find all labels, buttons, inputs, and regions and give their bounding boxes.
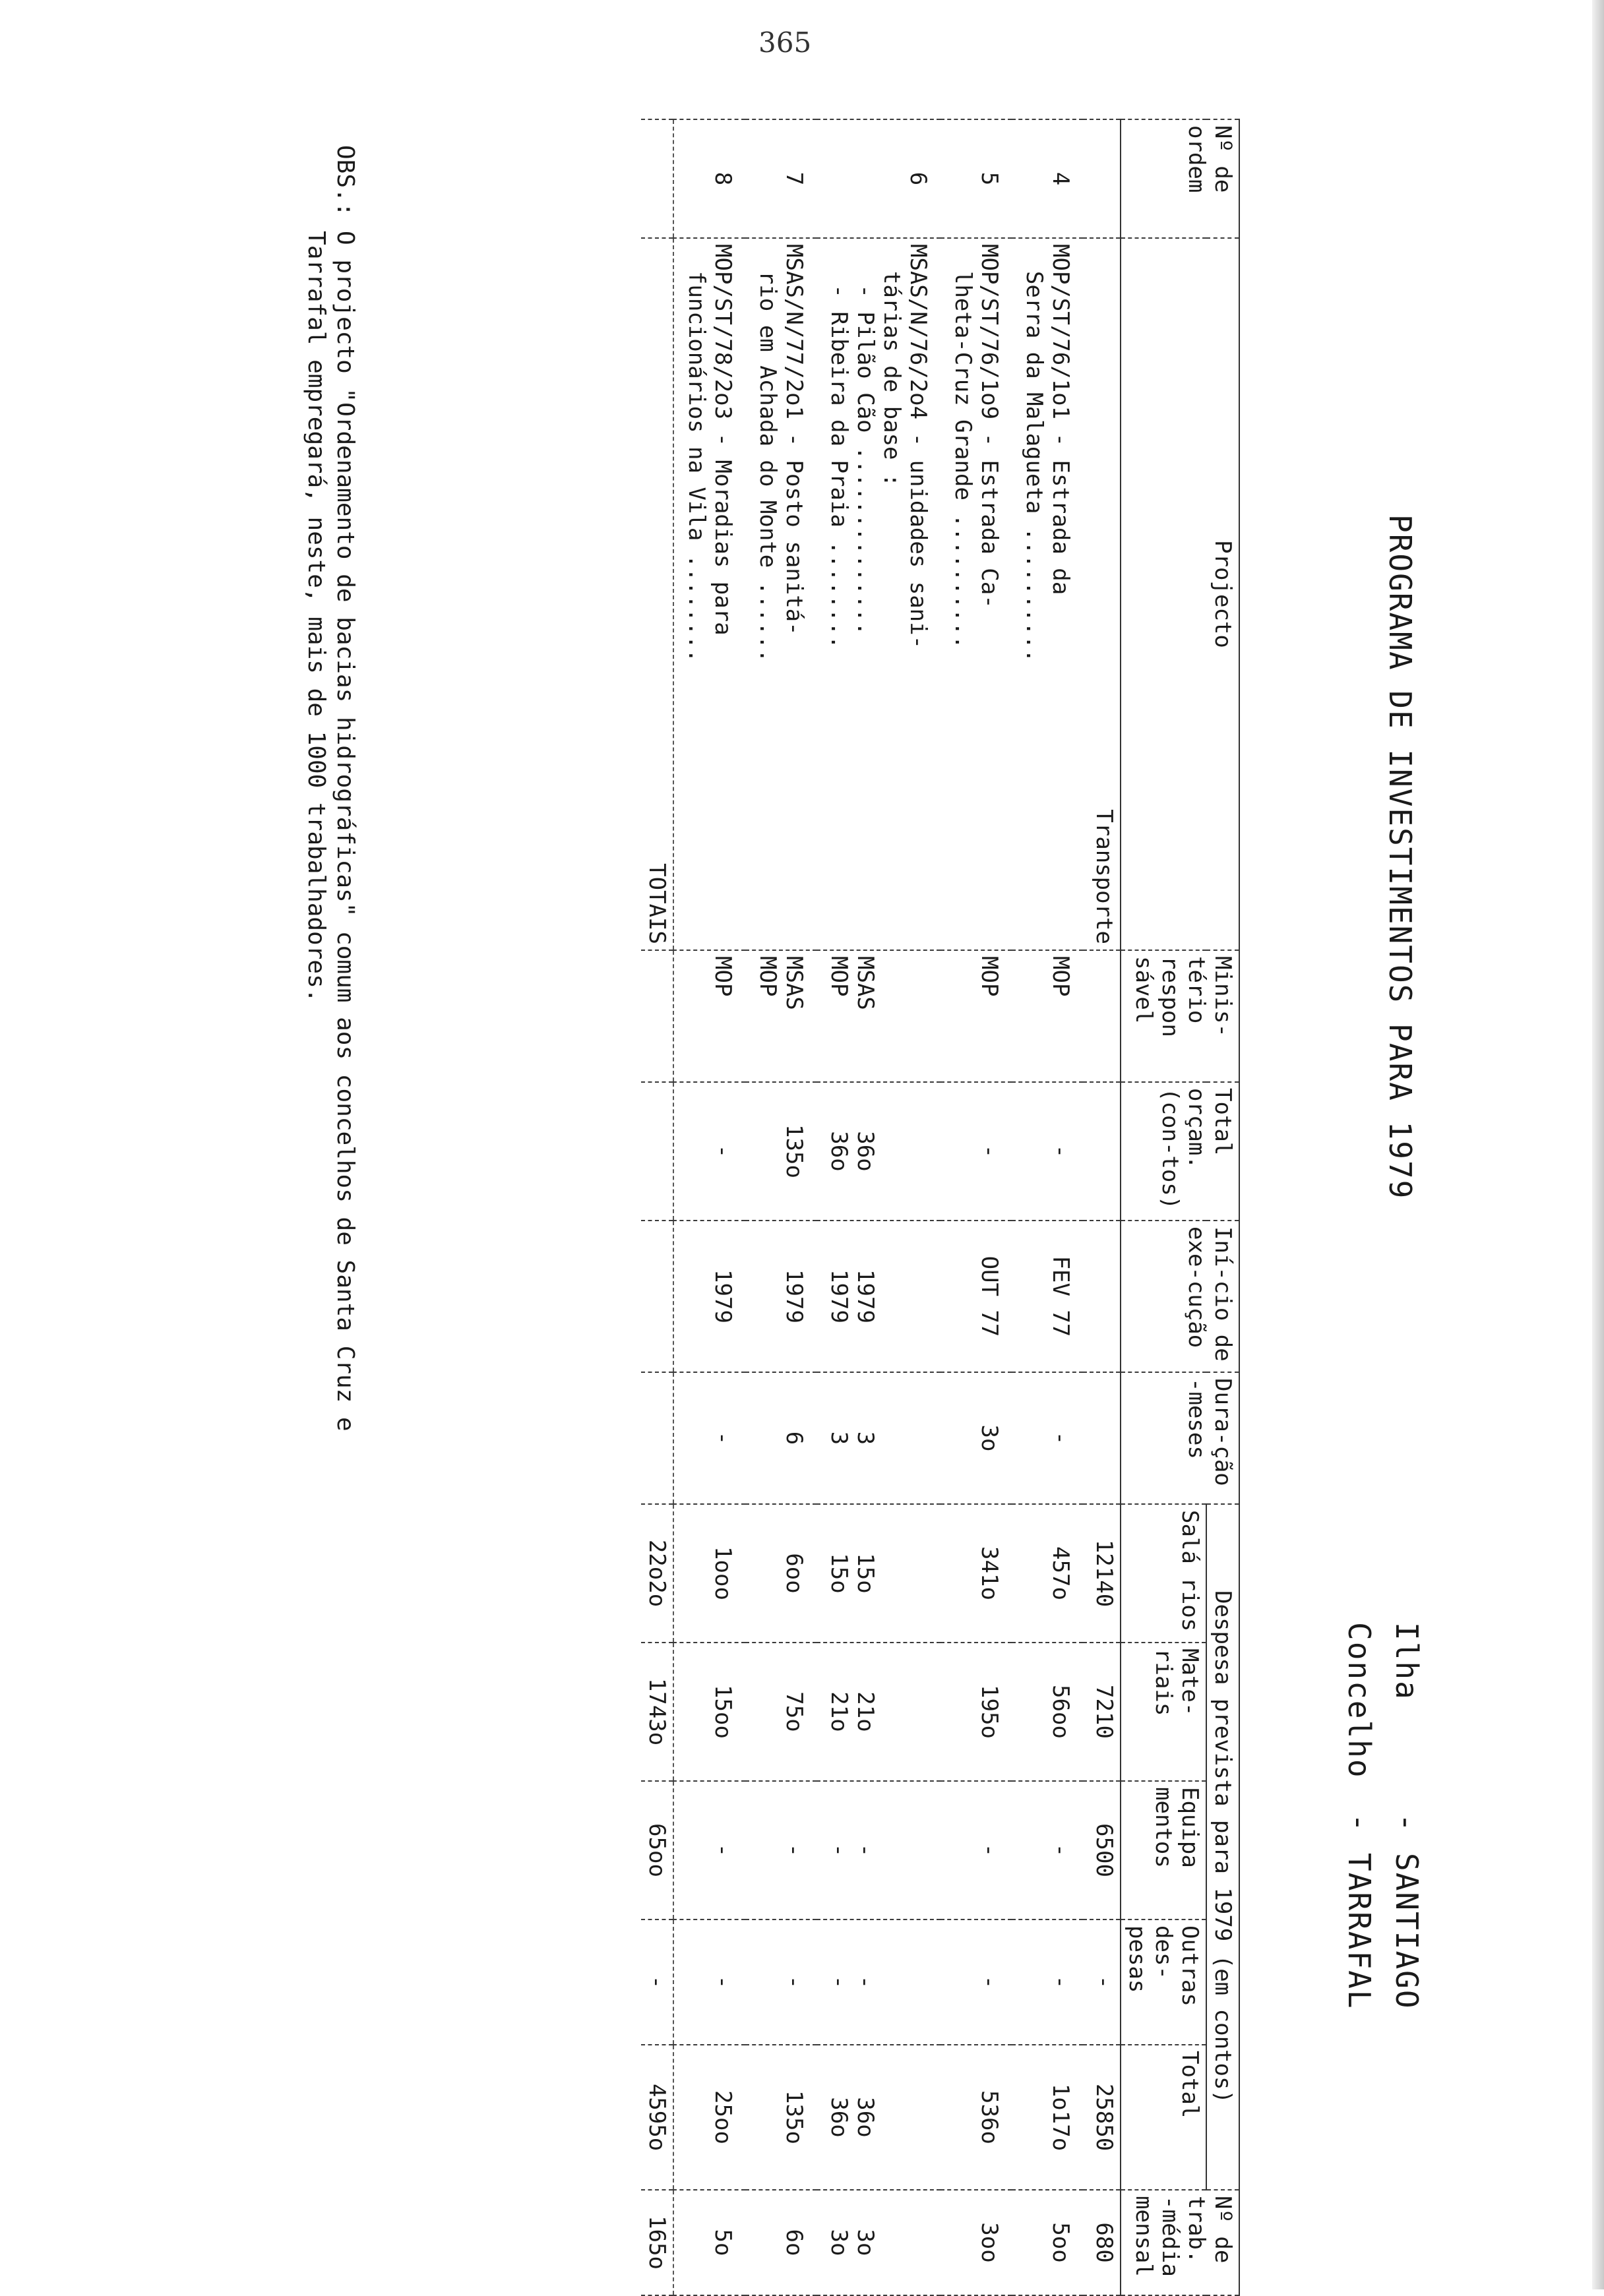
- cell-total-orcam: 135o: [745, 1082, 817, 1221]
- cell-ordem: 8: [673, 119, 745, 238]
- rotated-page: [224, 119, 1438, 2277]
- cell-ministerio: MOP: [1012, 950, 1083, 1082]
- concelho-line: [1342, 1622, 1377, 2010]
- totals-row: [641, 119, 673, 2295]
- col-duracao: Dura-ção -meses: [1121, 1372, 1239, 1504]
- col-total: Total: [1121, 2045, 1206, 2190]
- col-inicio: Iní-cio de exe-cução: [1121, 1221, 1239, 1372]
- cell-ministerio: MSAS MOP: [745, 950, 817, 1082]
- transport-row: [1083, 119, 1121, 2295]
- page-number: 365: [758, 26, 812, 59]
- transport-inicio: [1083, 1221, 1121, 1372]
- table-row: [745, 119, 817, 2295]
- cell-total: 36o 36o: [817, 2045, 941, 2190]
- cell-trab: 3oo: [941, 2190, 1012, 2295]
- transport-trab: 680: [1083, 2190, 1121, 2295]
- totals-label: TOTAIS: [641, 238, 673, 950]
- totals-materiais: 1743o: [641, 1643, 673, 1781]
- cell-equipamentos: -: [941, 1781, 1012, 1919]
- cell-projecto: MOP/ST/78/2o3 - Moradias para funcionários na Vila ........: [673, 238, 745, 950]
- col-equipamentos: Equipa mentos: [1121, 1781, 1206, 1919]
- col-ordem: Nº de ordem: [1121, 119, 1239, 238]
- col-salarios: Salá rios: [1121, 1504, 1206, 1643]
- totals-salarios: 22o2o: [641, 1504, 673, 1643]
- cell-salarios: 457o: [1012, 1504, 1083, 1643]
- totals-ministerio: [641, 950, 673, 1082]
- transport-materiais: 7210: [1083, 1643, 1121, 1781]
- investment-table: [641, 119, 1240, 2296]
- ilha-line: [1389, 1622, 1425, 2010]
- table-row: [673, 119, 745, 2295]
- cell-trab: 5o: [673, 2190, 745, 2295]
- ilha-value: SANTIAGO: [1389, 1853, 1425, 2010]
- col-ministerio: Minis-tério respon sável: [1121, 950, 1239, 1082]
- cell-materiais: 15oo: [673, 1643, 745, 1781]
- totals-trab: 165o: [641, 2190, 673, 2295]
- scan-edge: [1592, 0, 1604, 2289]
- cell-inicio: FEV 77: [1012, 1221, 1083, 1372]
- cell-ministerio: MOP: [673, 950, 745, 1082]
- cell-duracao: 3o: [941, 1372, 1012, 1504]
- cell-ordem: 7: [745, 119, 817, 238]
- table-row: [1012, 119, 1083, 2295]
- cell-outras: -: [673, 1919, 745, 2045]
- totals-total-orcam: [641, 1082, 673, 1221]
- cell-duracao: 6: [745, 1372, 817, 1504]
- cell-trab: 3o 3o: [817, 2190, 941, 2295]
- cell-outras: -: [941, 1919, 1012, 2045]
- cell-total: 536o: [941, 2045, 1012, 2190]
- cell-salarios: 341o: [941, 1504, 1012, 1643]
- cell-total: 1o17o: [1012, 2045, 1083, 2190]
- cell-inicio: 1979 1979: [817, 1221, 941, 1372]
- cell-salarios: 6oo: [745, 1504, 817, 1643]
- transport-total-orcam: [1083, 1082, 1121, 1221]
- cell-inicio: 1979: [673, 1221, 745, 1372]
- totals-duracao: [641, 1372, 673, 1504]
- cell-equipamentos: - -: [817, 1781, 941, 1919]
- cell-materiais: 21o 21o: [817, 1643, 941, 1781]
- cell-ministerio: MSAS MOP: [817, 950, 941, 1082]
- table-row: [817, 119, 941, 2295]
- cell-equipamentos: -: [1012, 1781, 1083, 1919]
- cell-total: 135o: [745, 2045, 817, 2190]
- cell-ordem: 4: [1012, 119, 1083, 238]
- transport-duracao: [1083, 1372, 1121, 1504]
- cell-outras: - -: [817, 1919, 941, 2045]
- concelho-label: Concelho: [1342, 1622, 1377, 1779]
- col-total-orcam: Total orçam. (con-tos): [1121, 1082, 1239, 1221]
- cell-projecto: MOP/ST/76/1o9 - Estrada Ca- lheta-Cruz Grande ..........: [941, 238, 1012, 950]
- cell-projecto: MOP/ST/76/1o1 - Estrada da Serra da Malagueta ..........: [1012, 238, 1083, 950]
- cell-salarios: 1ooo: [673, 1504, 745, 1643]
- cell-total-orcam: -: [941, 1082, 1012, 1221]
- cell-projecto: MSAS/N/77/2o1 - Posto sanitá- rio em Achada do Monte ......: [745, 238, 817, 950]
- ilha-separator: -: [1389, 1813, 1425, 1833]
- table-row: [941, 119, 1012, 2295]
- transport-salarios: 12140: [1083, 1504, 1121, 1643]
- transport-ordem: [1083, 119, 1121, 238]
- cell-trab: 6o: [745, 2190, 817, 2295]
- document-title: PROGRAMA DE INVESTIMENTOS PARA 1979: [1382, 514, 1418, 1200]
- col-trab: Nº de trab. -média mensal: [1121, 2190, 1239, 2295]
- cell-total-orcam: -: [673, 1082, 745, 1221]
- project-rows: [673, 119, 1083, 2295]
- cell-outras: -: [1012, 1919, 1083, 2045]
- cell-duracao: -: [1012, 1372, 1083, 1504]
- cell-total-orcam: -: [1012, 1082, 1083, 1221]
- cell-trab: 5oo: [1012, 2190, 1083, 2295]
- transport-ministerio: [1083, 950, 1121, 1082]
- cell-duracao: 3 3: [817, 1372, 941, 1504]
- cell-inicio: 1979: [745, 1221, 817, 1372]
- cell-inicio: OUT 77: [941, 1221, 1012, 1372]
- col-projecto: Projecto: [1121, 238, 1239, 950]
- cell-outras: -: [745, 1919, 817, 2045]
- cell-ordem: 5: [941, 119, 1012, 238]
- concelho-value: TARRAFAL: [1342, 1853, 1377, 2010]
- cell-duracao: -: [673, 1372, 745, 1504]
- totals-inicio: [641, 1221, 673, 1372]
- cell-materiais: 75o: [745, 1643, 817, 1781]
- col-materiais: Mate-riais: [1121, 1643, 1206, 1781]
- cell-materiais: 195o: [941, 1643, 1012, 1781]
- totals-equipamentos: 65oo: [641, 1781, 673, 1919]
- transport-equipamentos: 6500: [1083, 1781, 1121, 1919]
- cell-total: 25oo: [673, 2045, 745, 2190]
- ilha-label: Ilha: [1389, 1622, 1425, 1701]
- transport-label: Transporte: [1083, 238, 1121, 950]
- obs-note: OBS.: O projecto "Ordenamento de bacias hidrográficas" comum aos concelhos de Santa Cruz e Tarrafal empregará, neste, mais de 1000 trabalhadores.: [303, 145, 359, 1432]
- transport-outras: -: [1083, 1919, 1121, 2045]
- cell-materiais: 56oo: [1012, 1643, 1083, 1781]
- concelho-separator: -: [1342, 1813, 1377, 1833]
- transport-total: 25850: [1083, 2045, 1121, 2190]
- cell-salarios: 15o 15o: [817, 1504, 941, 1643]
- cell-ordem: 6: [817, 119, 941, 238]
- col-despesa-group: Despesa prevista para 1979 (em contos): [1206, 1504, 1239, 2190]
- cell-equipamentos: -: [673, 1781, 745, 1919]
- cell-total-orcam: 36o 36o: [817, 1082, 941, 1221]
- cell-projecto: MSAS/N/76/2o4 - unidades sani- tárias de base : - Pilão Cão .............. - Ribeira da Praia ........: [817, 238, 941, 950]
- totals-outras: -: [641, 1919, 673, 2045]
- totals-ordem: [641, 119, 673, 238]
- cell-ministerio: MOP: [941, 950, 1012, 1082]
- header-row-1: [1206, 119, 1239, 2295]
- totals-total: 4595o: [641, 2045, 673, 2190]
- col-outras: Outras des-pesas: [1121, 1919, 1206, 2045]
- cell-equipamentos: -: [745, 1781, 817, 1919]
